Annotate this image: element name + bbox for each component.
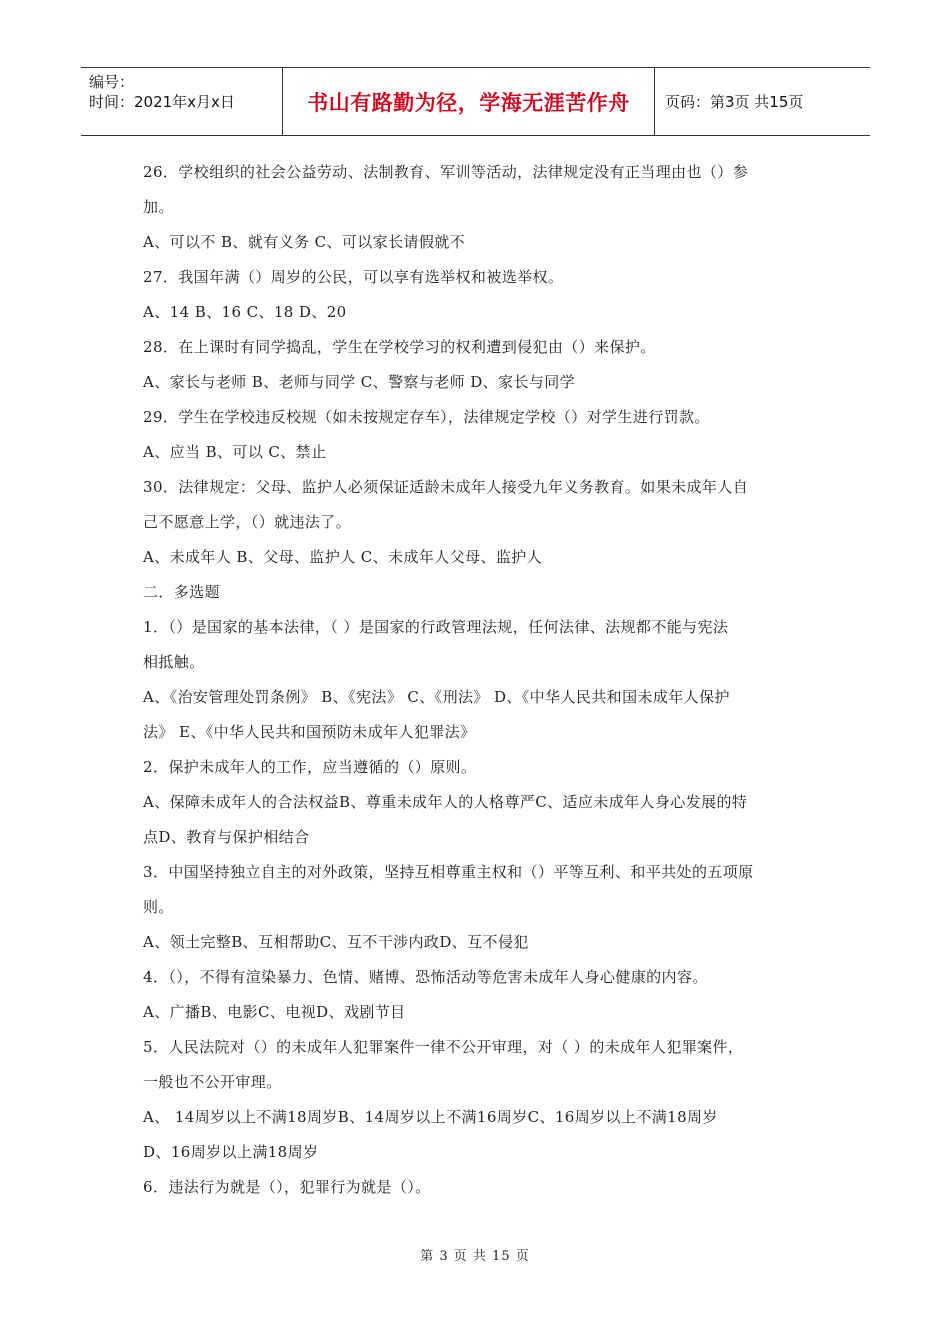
text-line: 点D、教育与保护相结合 bbox=[143, 828, 310, 846]
text-line: 加。 bbox=[143, 198, 174, 216]
page-footer: 第 3 页 共 15 页 bbox=[420, 1249, 530, 1264]
text-line: 30．法律规定：父母、监护人必须保证适龄未成年人接受九年义务教育。如果未成年人自 bbox=[143, 478, 749, 496]
text-line: 3．中国坚持独立自主的对外政策，坚持互相尊重主权和（）平等互利、和平共处的五项原 bbox=[143, 863, 754, 881]
document-body bbox=[143, 155, 815, 1205]
text-line: A、《治安管理处罚条例》 B、《宪法》 C、《刑法》 D、《中华人民共和国未成年人保护 bbox=[143, 688, 730, 706]
text-line: A、14 B、16 C、18 D、20 bbox=[143, 303, 347, 321]
text-line: A、广播B、电影C、电视D、戏剧节目 bbox=[143, 1003, 406, 1021]
text-line: A、家长与老师 B、老师与同学 C、警察与老师 D、家长与同学 bbox=[143, 373, 576, 391]
text-line: 6．违法行为就是（），犯罪行为就是（）。 bbox=[143, 1178, 431, 1196]
document-number-label: 编号： bbox=[89, 73, 135, 91]
header-motto: 书山有路勤为径，学海无涯苦作舟 bbox=[283, 68, 655, 135]
text-line: 1．（）是国家的基本法律，（ ）是国家的行政管理法规，任何法律、法规都不能与宪法 bbox=[143, 618, 729, 636]
text-line: A、应当 B、可以 C、禁止 bbox=[143, 443, 327, 461]
text-line: 则。 bbox=[143, 898, 174, 916]
page-header bbox=[81, 67, 870, 136]
text-line: 相抵触。 bbox=[143, 653, 205, 671]
text-line: 一般也不公开审理。 bbox=[143, 1073, 282, 1091]
text-line: 2．保护未成年人的工作，应当遵循的（）原则。 bbox=[143, 758, 477, 776]
text-line: 27．我国年满（）周岁的公民，可以享有选举权和被选举权。 bbox=[143, 268, 564, 286]
document-time-label: 时间：2021年x月x日 bbox=[89, 93, 235, 111]
text-line: A、可以不 B、就有义务 C、可以家长请假就不 bbox=[143, 233, 466, 251]
text-line: 26．学校组织的社会公益劳动、法制教育、军训等活动，法律规定没有正当理由也（）参 bbox=[143, 163, 749, 181]
text-line: 法》 E、《中华人民共和国预防未成年人犯罪法》 bbox=[143, 723, 476, 741]
text-line: 5．人民法院对（）的未成年人犯罪案件一律不公开审理，对（ ）的未成年人犯罪案件， bbox=[143, 1038, 744, 1056]
text-line: D、16周岁以上满18周岁 bbox=[143, 1143, 319, 1161]
text-line: A、 14周岁以上不满18周岁B、14周岁以上不满16周岁C、16周岁以上不满18周岁 bbox=[143, 1108, 718, 1126]
text-line: 己不愿意上学，（）就违法了。 bbox=[143, 513, 352, 531]
text-line: 29．学生在学校违反校规（如未按规定存车），法律规定学校（）对学生进行罚款。 bbox=[143, 408, 710, 426]
text-line: A、领土完整B、互相帮助C、互不干涉内政D、互不侵犯 bbox=[143, 933, 529, 951]
text-line: A、未成年人 B、父母、监护人 C、未成年人父母、监护人 bbox=[143, 548, 543, 566]
section-heading: 二．多选题 bbox=[143, 583, 221, 601]
text-line: 4．（），不得有渲染暴力、色情、赌博、恐怖活动等危害未成年人身心健康的内容。 bbox=[143, 968, 708, 986]
text-line: A、保障未成年人的合法权益B、尊重未成年人的人格尊严C、适应未成年人身心发展的特 bbox=[143, 793, 748, 811]
header-info-cell bbox=[81, 68, 283, 135]
text-line: 28．在上课时有同学捣乱，学生在学校学习的权利遭到侵犯由（）来保护。 bbox=[143, 338, 656, 356]
header-page-code: 页码：第3页 共15页 bbox=[665, 93, 804, 111]
